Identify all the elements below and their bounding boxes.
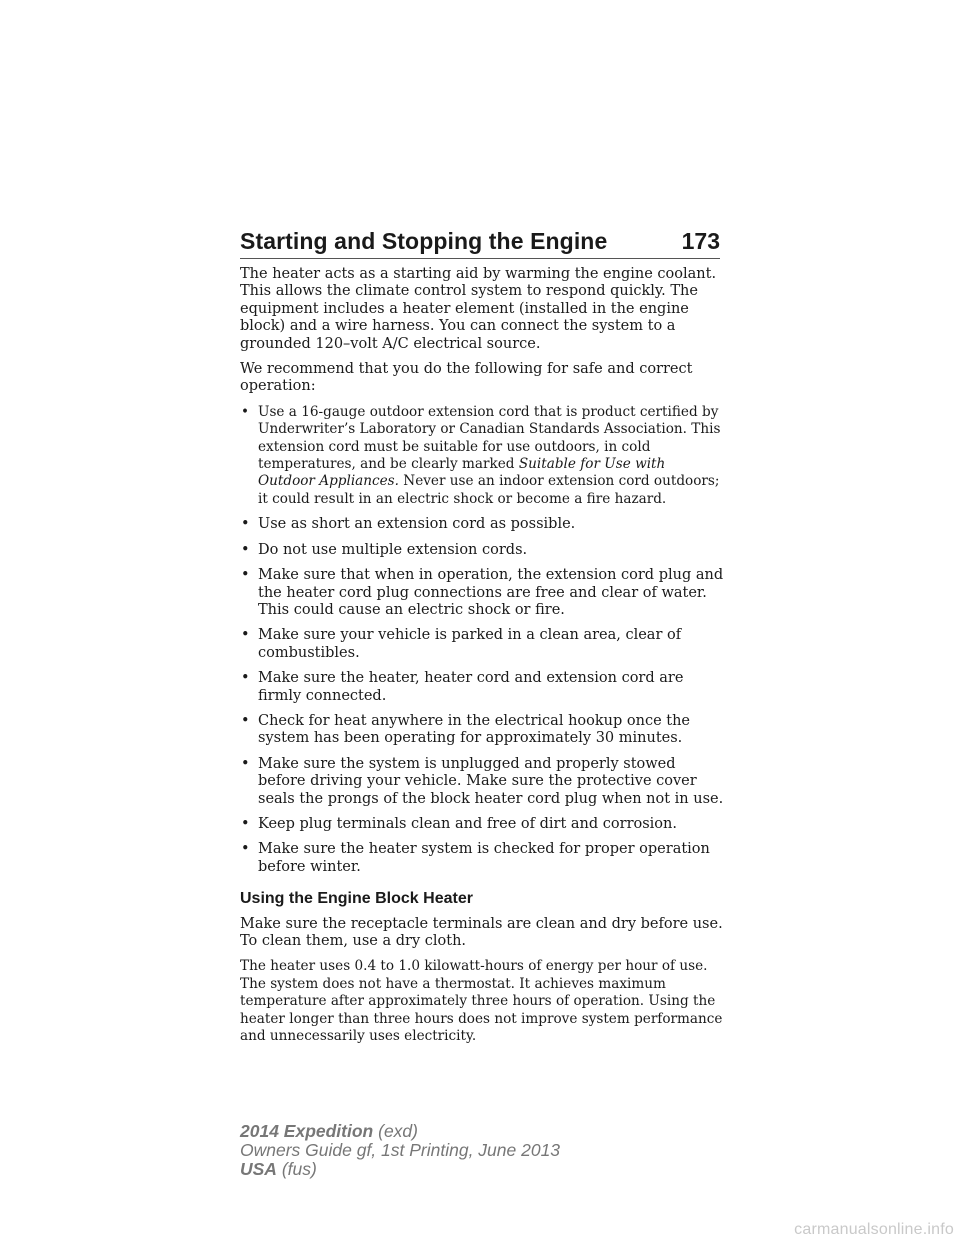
footer-line-model	[240, 1122, 560, 1141]
bullet-icon: •	[241, 670, 250, 687]
footer-market: USA	[240, 1159, 277, 1179]
footer-model-code: (exd)	[378, 1121, 418, 1141]
clean-line-2: To clean them, use a dry cloth.	[240, 933, 467, 949]
list-item-text: Check for heat anywhere in the electrical hookup once the system has been operating for approximately 30 minutes.	[258, 712, 691, 747]
list-item	[240, 713, 724, 748]
bullet-icon: •	[241, 516, 250, 533]
footer-line-market	[240, 1160, 560, 1179]
list-item-text: Make sure the heater, heater cord and extension cord are firmly connected.	[258, 670, 684, 704]
page-header	[240, 228, 720, 259]
indoor-cord-warning-text: Never use an indoor extension cord outdoors; it could result in an electric shock or become a fire hazard.	[258, 473, 720, 507]
bullet-icon: •	[241, 755, 250, 772]
safety-list	[240, 404, 724, 876]
bullet-icon: •	[241, 403, 250, 420]
bullet-icon: •	[241, 627, 250, 644]
page-body	[240, 266, 724, 1053]
outdoor-marking-text: Suitable for Use with Outdoor Appliances.	[258, 456, 666, 490]
bullet-icon: •	[241, 541, 250, 558]
bullet-icon: •	[241, 712, 250, 729]
watermark: carmanualsonline.info	[794, 1221, 954, 1238]
list-item	[240, 567, 724, 619]
list-item	[240, 816, 724, 833]
bullet-icon: •	[241, 815, 250, 832]
recommend-paragraph: We recommend that you do the following for safe and correct operation:	[240, 361, 693, 395]
footer-model: 2014 Expedition	[240, 1121, 374, 1141]
subsection-heading: Using the Engine Block Heater	[240, 890, 473, 908]
footer-market-code: (fus)	[281, 1159, 317, 1179]
list-item-text: Use as short an extension cord as possible.	[258, 516, 576, 533]
clean-line-1: Make sure the receptacle terminals are clean and dry before use.	[240, 915, 723, 932]
list-item	[240, 542, 724, 559]
list-item	[240, 756, 724, 808]
list-item	[240, 627, 724, 662]
list-item-text: Make sure that when in operation, the extension cord plug and the heater cord plug connections are free and clear of water. This could cause an electric shock or fire.	[258, 567, 724, 618]
document-footer	[240, 1122, 560, 1179]
list-item	[240, 841, 724, 876]
bullet-icon: •	[241, 841, 250, 858]
list-item-text: Keep plug terminals clean and free of dirt and corrosion.	[258, 815, 677, 832]
cord-requirement-text: Use a 16-gauge outdoor extension cord that is product certified by Underwriter’s Laboratory or Canadian Standards Association. This extension cord must be suitable for use outdoors, in cold temperatures, and be clearly marked	[258, 403, 721, 473]
intro-paragraph: The heater acts as a starting aid by warming the engine coolant. This allows the climate control system to respond quickly. The equipment includes a heater element (installed in the engine block) and a wire harness. You can connect the system to a grounded 120–volt A/C electrical source.	[240, 266, 717, 352]
list-item	[240, 404, 724, 508]
energy-paragraph: The heater uses 0.4 to 1.0 kilowatt-hours of energy per hour of use. The system does not have a thermostat. It achieves maximum temperature after approximately three hours of operation. Using the heater longer than three hours does not improve system performance and unnecessarily uses electricity.	[240, 958, 723, 1045]
page-number: 173	[681, 228, 720, 254]
bullet-icon: •	[241, 567, 250, 584]
list-item	[240, 516, 724, 533]
clean-paragraph	[240, 916, 724, 951]
list-item	[240, 670, 724, 705]
list-item-text: Do not use multiple extension cords.	[258, 541, 528, 558]
list-item-text: Make sure your vehicle is parked in a clean area, clear of combustibles.	[258, 627, 682, 661]
section-title: Starting and Stopping the Engine	[240, 228, 608, 254]
footer-line-printing: Owners Guide gf, 1st Printing, June 2013	[240, 1140, 561, 1160]
list-item-text: Make sure the heater system is checked for proper operation before winter.	[258, 841, 710, 875]
list-item-text: Make sure the system is unplugged and properly stowed before driving your vehicle. Make sure the protective cover seals the prongs of the block heater cord plug when not in use.	[258, 755, 724, 807]
